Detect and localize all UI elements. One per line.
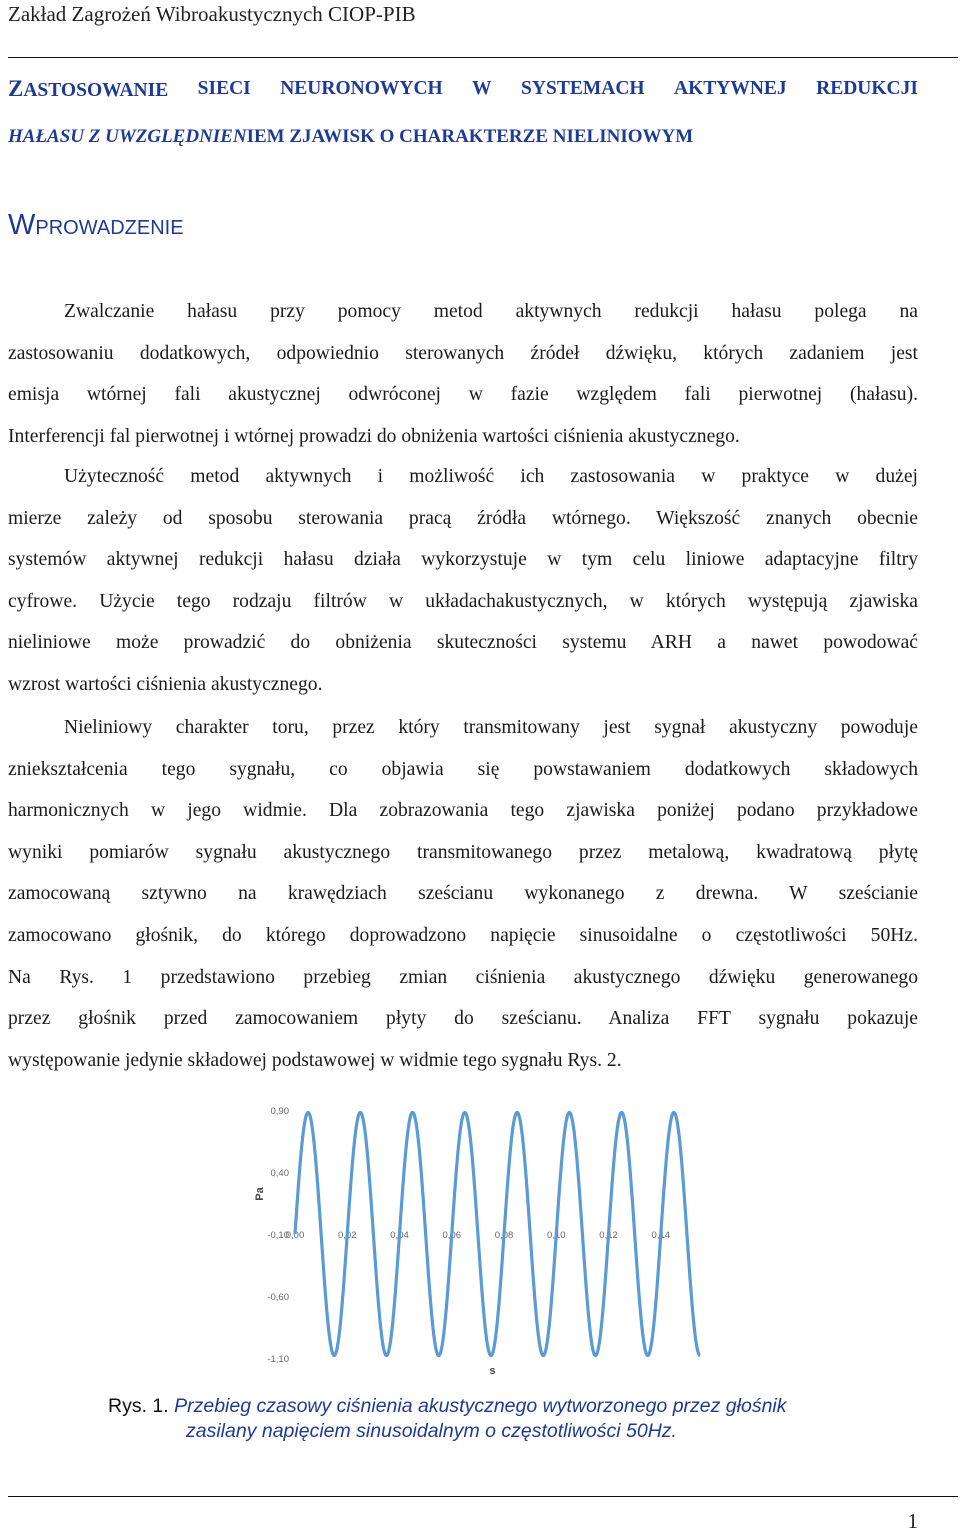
- title-word: NEURONOWYCH: [280, 78, 443, 99]
- paragraph-line: Na Rys. 1 przedstawiono przebieg zmian ciśnienia akustycznego dźwięku generowanego: [8, 966, 918, 988]
- paragraph-line: zamocowaną sztywno na krawędziach sześcianu wykonanego z drewna. W sześcianie: [8, 883, 918, 905]
- caption-line-2: zasilany napięciem sinusoidalnym o częstotliwości 50Hz.: [186, 1420, 677, 1442]
- paper-title-line-2: [8, 124, 693, 150]
- running-header: Zakład Zagrożeń Wibroakustycznych CIOP-PIB: [8, 2, 416, 26]
- paragraph-line: Nieliniowy charakter toru, przez który transmitowany jest sygnał akustyczny powoduje: [64, 717, 918, 738]
- x-tick-label: 0,08: [494, 1230, 514, 1241]
- paragraph-line: cyfrowe. Użycie tego rodzaju filtrów w układachakustycznych, w których występują zjawiska: [8, 590, 918, 612]
- paragraph-line: zastosowaniu dodatkowych, odpowiednio sterowanych źródeł dźwięku, których zadaniem jest: [8, 342, 918, 364]
- paragraph-line: Interferencji fal pierwotnej i wtórnej prowadzi do obniżenia wartości ciśnienia akustycznego.: [8, 425, 740, 447]
- y-tick-label: -0,60: [267, 1292, 289, 1303]
- section-heading-initial: W: [8, 209, 36, 241]
- figure-caption: [108, 1394, 908, 1444]
- chart-svg: [245, 1090, 710, 1380]
- paragraph-line: Użyteczność metod aktywnych i możliwość ich zastosowania w praktyce w dużej: [64, 466, 918, 487]
- x-tick-label: 0,04: [390, 1230, 409, 1241]
- paragraph-line: nieliniowe może prowadzić do obniżenia skuteczności systemu ARH a nawet powodować: [8, 632, 918, 654]
- pressure-time-chart: [245, 1090, 710, 1380]
- title-word: ZASTOSOWANIE: [8, 76, 169, 101]
- x-tick-label: 0,02: [338, 1230, 357, 1241]
- title-italic-part: HAŁASU Z UWZGLĘDNIEN: [8, 126, 247, 147]
- page-number: 1: [907, 1509, 918, 1533]
- caption-label: Rys. 1.: [108, 1395, 169, 1417]
- y-tick-label: 0,90: [270, 1106, 289, 1117]
- title-word: AKTYWNEJ: [674, 78, 787, 99]
- x-tick-label: 0,00: [285, 1230, 305, 1241]
- section-heading: [8, 208, 184, 245]
- header-rule: [8, 57, 958, 58]
- section-heading-rest: PROWADZENIE: [35, 217, 184, 239]
- y-tick-label: 0,40: [270, 1168, 289, 1179]
- paragraph-line: harmonicznych w jego widmie. Dla zobrazowania tego zjawiska poniżej podano przykładowe: [8, 800, 918, 822]
- x-tick-label: 0,14: [651, 1230, 671, 1241]
- x-tick-label: 0,12: [599, 1230, 618, 1241]
- paragraph-line: mierze zależy od sposobu sterowania pracą źródła wtórnego. Większość znanych obecnie: [8, 507, 918, 529]
- paragraph-line: wzrost wartości ciśnienia akustycznego.: [8, 673, 323, 695]
- paragraph-line: występowanie jedynie składowej podstawowej w widmie tego sygnału Rys. 2.: [8, 1049, 622, 1071]
- caption-line-1: Przebieg czasowy ciśnienia akustycznego wytworzonego przez głośnik: [174, 1395, 787, 1417]
- x-tick-label: 0,06: [442, 1230, 462, 1241]
- paragraph-1: [8, 291, 918, 457]
- y-tick-label: -0,10: [267, 1230, 289, 1241]
- y-axis-label: Pa: [254, 1187, 266, 1201]
- paragraph-line: zamocowano głośnik, do którego doprowadzono napięcie sinusoidalne o częstotliwości 50Hz.: [8, 924, 918, 946]
- paragraph-line: wyniki pomiarów sygnału akustycznego transmitowanego przez metalową, kwadratową płytę: [8, 841, 918, 863]
- x-tick-label: 0,10: [547, 1230, 566, 1241]
- paragraph-3: [8, 707, 918, 1081]
- y-tick-label: -1,10: [267, 1354, 289, 1365]
- paragraph-2: [8, 456, 918, 706]
- title-word: W: [472, 78, 492, 99]
- paragraph-line: Zwalczanie hałasu przy pomocy metod aktywnych redukcji hałasu polega na: [64, 301, 918, 322]
- x-axis-label: s: [489, 1365, 496, 1377]
- paragraph-line: zniekształcenia tego sygnału, co objawia się powstawaniem dodatkowych składowych: [8, 758, 918, 780]
- title-rest-part: IEM ZJAWISK O CHARAKTERZE NIELINIOWYM: [246, 126, 694, 147]
- paper-title-line-1: [8, 76, 918, 104]
- paragraph-line: systemów aktywnej redukcji hałasu działa wykorzystuje w tym celu liniowe adaptacyjne filtry: [8, 549, 918, 571]
- title-word: REDUKCJI: [816, 78, 918, 99]
- paragraph-line: emisja wtórnej fali akustycznej odwróconej w fazie względem fali pierwotnej (hałasu).: [8, 384, 918, 406]
- footer-rule: [8, 1496, 958, 1497]
- paragraph-line: przez głośnik przed zamocowaniem płyty do sześcianu. Analiza FFT sygnału pokazuje: [8, 1008, 918, 1030]
- title-word: SYSTEMACH: [521, 78, 645, 99]
- title-word: SIECI: [197, 78, 251, 99]
